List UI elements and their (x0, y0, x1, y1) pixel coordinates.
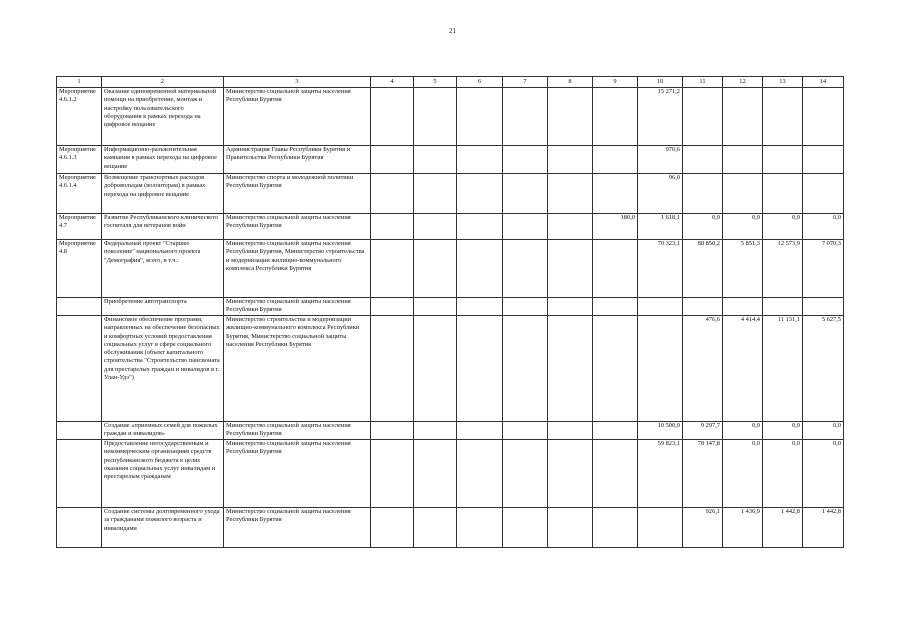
amount-cell (548, 214, 593, 240)
event-code-cell (57, 298, 102, 316)
header-cell: 6 (457, 77, 503, 88)
amount-cell: 0,0 (723, 440, 763, 508)
event-code-cell: Мероприятие 4.7 (57, 214, 102, 240)
executor-cell: Министерство социальной защиты населения Республики Бурятия (224, 422, 371, 440)
event-code-cell: Мероприятие 4.6.1.2 (57, 88, 102, 146)
executor-cell: Министерство социальной защиты населения Республики Бурятия (224, 508, 371, 548)
amount-cell: 4 414,4 (723, 316, 763, 422)
event-name-cell: Приобретение автотранспорта (102, 298, 224, 316)
amount-cell (723, 174, 763, 214)
amount-cell (503, 298, 548, 316)
amount-cell: 926,1 (683, 508, 723, 548)
amount-cell (503, 88, 548, 146)
amount-cell (503, 214, 548, 240)
amount-cell (638, 298, 683, 316)
amount-cell (683, 298, 723, 316)
event-code-cell: Мероприятие 4.6.1.4 (57, 174, 102, 214)
amount-cell (371, 146, 414, 174)
amount-cell: 1 618,1 (638, 214, 683, 240)
amount-cell (593, 316, 638, 422)
amount-cell (548, 174, 593, 214)
amount-cell (683, 88, 723, 146)
amount-cell (638, 508, 683, 548)
event-code-cell: Мероприятие 4.6.1.3 (57, 146, 102, 174)
amount-cell: 0,0 (683, 214, 723, 240)
header-cell: 12 (723, 77, 763, 88)
amount-cell (503, 240, 548, 298)
header-cell: 7 (503, 77, 548, 88)
amount-cell (548, 422, 593, 440)
page-number: 21 (449, 27, 456, 35)
amount-cell (593, 422, 638, 440)
amount-cell (414, 88, 457, 146)
amount-cell: 10 500,0 (638, 422, 683, 440)
event-code-cell (57, 316, 102, 422)
amount-cell (638, 316, 683, 422)
table-row (57, 298, 844, 316)
amount-cell (763, 88, 803, 146)
amount-cell (723, 298, 763, 316)
amount-cell: 59 823,1 (638, 440, 683, 508)
header-cell: 1 (57, 77, 102, 88)
amount-cell (723, 88, 763, 146)
event-name-cell: Информационно-разъяснительная кампания в рамках перехода на цифровое вещание (102, 146, 224, 174)
amount-cell: 1 436,9 (723, 508, 763, 548)
executor-cell: Министерство спорта и молодежной политики Республики Бурятия (224, 174, 371, 214)
amount-cell (457, 146, 503, 174)
amount-cell (414, 174, 457, 214)
event-name-cell: Развитие Республиканского клинического госпиталя для ветеранов войн (102, 214, 224, 240)
amount-cell (414, 298, 457, 316)
event-code-cell: Мероприятие 4.8 (57, 240, 102, 298)
table-row (57, 146, 844, 174)
amount-cell (593, 174, 638, 214)
amount-cell (593, 298, 638, 316)
amount-cell (457, 316, 503, 422)
amount-cell: 96,0 (638, 174, 683, 214)
amount-cell (548, 146, 593, 174)
amount-cell (548, 240, 593, 298)
amount-cell (371, 422, 414, 440)
amount-cell (457, 88, 503, 146)
amount-cell (503, 316, 548, 422)
amount-cell (503, 440, 548, 508)
table-row (57, 174, 844, 214)
executor-cell: Министерство социальной защиты населения Республики Бурятия, Министерство строительства и модернизации жилищно-коммунального комплекса Республики Бурятия (224, 240, 371, 298)
amount-cell (414, 440, 457, 508)
amount-cell (548, 298, 593, 316)
amount-cell (503, 508, 548, 548)
amount-cell (593, 88, 638, 146)
event-code-cell (57, 422, 102, 440)
amount-cell (803, 174, 844, 214)
header-cell: 4 (371, 77, 414, 88)
amount-cell (763, 146, 803, 174)
event-name-cell: Финансовое обеспечение программ, направленных на обеспечение безопасных и комфортных условий предоставления социальных услуг в сфере социального обслуживания (объект капитального строительства "Строительство пансионата для престарелых граждан и инвалидов в г. Улан-Удэ") (102, 316, 224, 422)
amount-cell (371, 174, 414, 214)
amount-cell (593, 146, 638, 174)
amount-cell (548, 440, 593, 508)
amount-cell (723, 146, 763, 174)
executor-cell: Министерство социальной защиты населения Республики Бурятия (224, 298, 371, 316)
amount-cell (457, 440, 503, 508)
header-row (57, 77, 844, 88)
executor-cell: Министерство социальной защиты населения Республики Бурятия (224, 88, 371, 146)
amount-cell: 970,6 (638, 146, 683, 174)
amount-cell (803, 88, 844, 146)
event-name-cell: Создание «приемных семей для пожилых граждан и инвалидов» (102, 422, 224, 440)
amount-cell (457, 508, 503, 548)
amount-cell (414, 508, 457, 548)
amount-cell: 0,0 (763, 422, 803, 440)
amount-cell (503, 174, 548, 214)
amount-cell: 7 070,3 (803, 240, 844, 298)
amount-cell: 5 851,3 (723, 240, 763, 298)
header-cell: 8 (548, 77, 593, 88)
amount-cell (371, 316, 414, 422)
amount-cell (593, 440, 638, 508)
table-row (57, 508, 844, 548)
header-cell: 3 (224, 77, 371, 88)
amount-cell (414, 240, 457, 298)
amount-cell: 0,0 (723, 214, 763, 240)
amount-cell (414, 146, 457, 174)
amount-cell: 0,0 (763, 214, 803, 240)
amount-cell (548, 508, 593, 548)
amount-cell (457, 214, 503, 240)
amount-cell (503, 146, 548, 174)
header-cell: 9 (593, 77, 638, 88)
amount-cell: 11 131,1 (763, 316, 803, 422)
amount-cell: 180,0 (593, 214, 638, 240)
amount-cell: 9 297,7 (683, 422, 723, 440)
amount-cell (548, 316, 593, 422)
table-row (57, 316, 844, 422)
amount-cell (593, 240, 638, 298)
executor-cell: Министерство социальной защиты населения Республики Бурятия (224, 214, 371, 240)
amount-cell (371, 508, 414, 548)
event-name-cell: Оказание единовременной материальной помощи на приобретение, монтаж и настройку пользовательского оборудования в рамках перехода на цифровое вещание (102, 88, 224, 146)
header-cell: 11 (683, 77, 723, 88)
amount-cell (371, 214, 414, 240)
amount-cell (548, 88, 593, 146)
header-cell: 5 (414, 77, 457, 88)
executor-cell: Министерство социальной защиты населения Республики Бурятия (224, 440, 371, 508)
amount-cell (683, 146, 723, 174)
header-cell: 10 (638, 77, 683, 88)
table-row (57, 214, 844, 240)
amount-cell: 0,0 (763, 440, 803, 508)
amount-cell: 78 147,8 (683, 440, 723, 508)
amount-cell (803, 298, 844, 316)
amount-cell (503, 422, 548, 440)
amount-cell (457, 422, 503, 440)
amount-cell (803, 146, 844, 174)
amount-cell: 0,0 (803, 422, 844, 440)
amount-cell (683, 174, 723, 214)
amount-cell: 15 271,2 (638, 88, 683, 146)
table-row (57, 88, 844, 146)
amount-cell: 12 573,9 (763, 240, 803, 298)
amount-cell: 0,0 (723, 422, 763, 440)
amount-cell (457, 240, 503, 298)
amount-cell: 476,6 (683, 316, 723, 422)
header-cell: 14 (803, 77, 844, 88)
program-table (56, 76, 844, 548)
event-code-cell (57, 508, 102, 548)
amount-cell: 5 627,5 (803, 316, 844, 422)
event-name-cell: Возмещение транспортных расходов добровольцам (волонтерам) в рамках перехода на цифровое вещание (102, 174, 224, 214)
amount-cell: 0,0 (803, 214, 844, 240)
amount-cell: 88 850,2 (683, 240, 723, 298)
header-cell: 13 (763, 77, 803, 88)
event-name-cell: Федеральный проект "Старшее поколение" национального проекта "Демография", всего, в т.ч.: (102, 240, 224, 298)
amount-cell (457, 174, 503, 214)
amount-cell (763, 174, 803, 214)
amount-cell: 70 323,1 (638, 240, 683, 298)
amount-cell (414, 214, 457, 240)
executor-cell: Администрация Главы Республики Бурятия и Правительства Республики Бурятия (224, 146, 371, 174)
amount-cell (371, 440, 414, 508)
amount-cell (371, 240, 414, 298)
amount-cell (414, 316, 457, 422)
amount-cell: 1 442,8 (803, 508, 844, 548)
table-row (57, 440, 844, 508)
amount-cell (457, 298, 503, 316)
table-row (57, 422, 844, 440)
amount-cell: 0,0 (803, 440, 844, 508)
amount-cell (763, 298, 803, 316)
amount-cell (414, 422, 457, 440)
amount-cell (371, 298, 414, 316)
header-cell: 2 (102, 77, 224, 88)
table-row (57, 240, 844, 298)
amount-cell: 1 442,8 (763, 508, 803, 548)
executor-cell: Министерство строительства и модернизации жилищно-коммунального комплекса Республики Бурятия, Министерство социальной защиты населения Республики Бурятия (224, 316, 371, 422)
amount-cell (371, 88, 414, 146)
amount-cell (593, 508, 638, 548)
event-name-cell: Создание системы долговременного ухода за гражданами пожилого возраста и инвалидами (102, 508, 224, 548)
event-name-cell: Предоставление негосударственным и некоммерческим организациям средств республиканского бюджета в целях оказания социальных услуг инвалидам и престарелым гражданам (102, 440, 224, 508)
event-code-cell (57, 440, 102, 508)
